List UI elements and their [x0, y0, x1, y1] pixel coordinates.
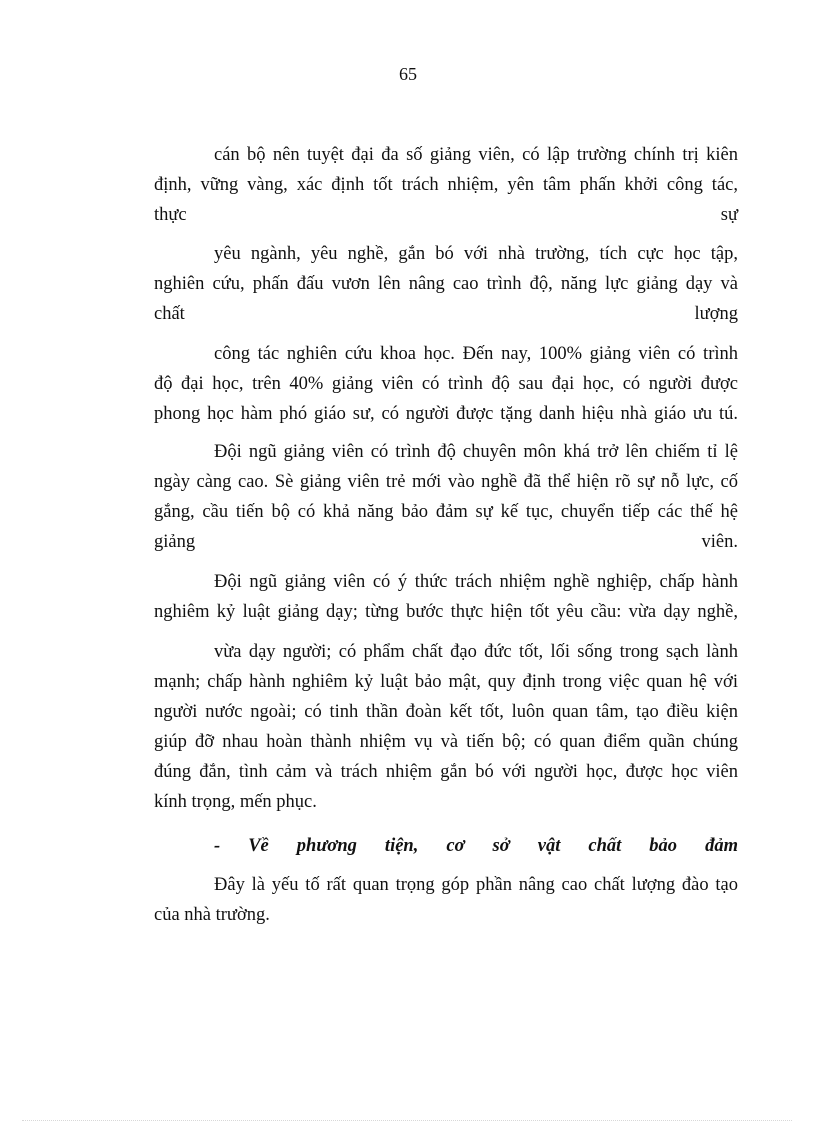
paragraph [154, 567, 738, 627]
paragraph [154, 637, 738, 817]
text-line: định, vững vàng, xác định tốt trách nhiệm, yên tâm phấn khởi công tác, [154, 175, 738, 195]
paragraph [154, 437, 738, 557]
text-line: người nước ngoài; có tinh thần đoàn kết tốt, luôn quan tâm, tạo điều kiện [154, 702, 738, 722]
text-line: ngày càng cao. Sè giảng viên trẻ mới vào nghề đã thể hiện rõ sự nỗ lực, cố [154, 472, 738, 492]
text-line: Đội ngũ giảng viên có ý thức trách nhiệm nghề nghiệp, chấp hành [214, 572, 738, 592]
paragraph [154, 239, 738, 329]
text-line: công tác nghiên cứu khoa học. Đến nay, 100% giảng viên có trình [214, 344, 738, 364]
text-line: vừa dạy người; có phẩm chất đạo đức tốt, lối sống trong sạch lành [214, 642, 738, 662]
text-line: giúp đỡ nhau hoàn thành nhiệm vụ và tiến bộ; có quan điểm quần chúng [154, 732, 738, 752]
line-end-word: lượng [694, 304, 738, 324]
page-bottom-divider [22, 1120, 792, 1121]
text-line: nghiêm kỷ luật giảng dạy; từng bước thực hiện tốt yêu cầu: vừa dạy nghề, [154, 602, 738, 622]
text-line: yêu ngành, yêu nghề, gắn bó với nhà trường, tích cực học tập, [214, 244, 738, 264]
line-start-word: chất [154, 304, 185, 324]
text-line: gắng, cầu tiến bộ có khả năng bảo đảm sự kế tục, chuyển tiếp các thế hệ [154, 502, 738, 522]
line-start-word: giảng [154, 532, 196, 552]
text-line: kính trọng, mến phục. [154, 792, 317, 812]
paragraph [154, 339, 738, 429]
line-end-word: sự [720, 205, 738, 225]
text-line: độ đại học, trên 40% giảng viên có trình độ sau đại học, có người được [154, 374, 738, 394]
text-line [154, 527, 738, 557]
page-number: 65 [399, 64, 417, 84]
text-line: mạnh; chấp hành nghiêm kỷ luật bảo mật, quy định trong việc quan hệ với [154, 672, 738, 692]
paragraph [154, 140, 738, 230]
line-end-word: viên. [701, 532, 738, 552]
text-line: nghiên cứu, phấn đấu vươn lên nâng cao trình độ, năng lực giảng dạy và [154, 274, 738, 294]
line-start-word: thực [154, 205, 187, 225]
text-line: phong học hàm phó giáo sư, có người được tặng danh hiệu nhà giáo ưu tú. [154, 404, 738, 424]
text-line [154, 299, 738, 329]
section-heading [154, 831, 738, 861]
paragraph [154, 870, 738, 930]
text-line: cán bộ nên tuyệt đại đa số giảng viên, có lập trường chính trị kiên [214, 145, 738, 165]
text-line: của nhà trường. [154, 905, 270, 925]
text-line: Đội ngũ giảng viên có trình độ chuyên môn khá trở lên chiếm tỉ lệ [214, 442, 738, 462]
text-line [154, 200, 738, 230]
section-heading-text: - Về phương tiện, cơ sở vật chất bảo đảm [214, 836, 738, 856]
text-line: Đây là yếu tố rất quan trọng góp phần nâng cao chất lượng đào tạo [214, 875, 738, 895]
text-line: đúng đắn, tình cảm và trách nhiệm gắn bó với người học, được học viên [154, 762, 738, 782]
